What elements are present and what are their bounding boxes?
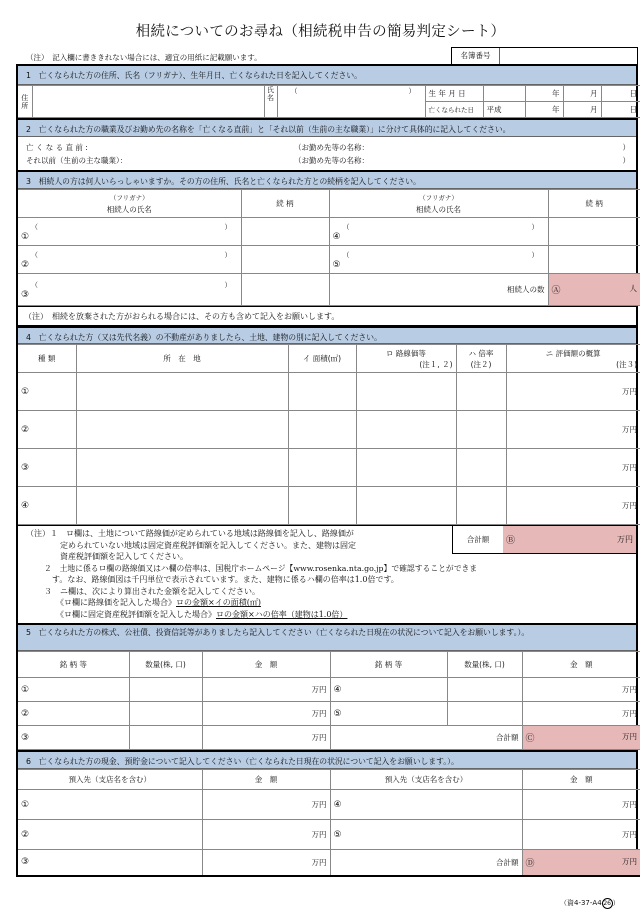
heir-name-1[interactable]: （ ） ① [18,218,241,246]
address-field[interactable] [32,86,264,118]
deposit-row[interactable]: ① 万円 ④ 万円 [18,790,640,820]
top-note: （注） 記入欄に書ききれない場合には、適宜の用紙に記載願います。 [26,53,262,62]
section5-header: 5 亡くなられた方の株式、公社債、投資信託等がありましたら記入してください（亡くなられた日現在の状況について記入をお願いします。）。 [18,623,636,651]
section3-note: （注） 相続を放棄された方がおられる場合には、その方も含めて記入をお願いします。 [18,306,636,325]
name-label: 氏名 [264,86,277,118]
property-row[interactable]: ④ 万円 [18,487,640,525]
stock-row[interactable]: ② 万円 ⑤ 万円 [18,702,640,726]
section6-header: 6 亡くなられた方の現金、預貯金について記入してください（亡くなられた日現在の状況について記入をお願いします。）。 [18,750,636,769]
section3-table: （フリガナ） 相続人の氏名 続 柄 （フリガナ） 相続人の氏名 続 柄 （ ） ① （ ） ④ （ ） ② （ ） ⑤ （ ） ③ 相続人の数 Ⓐ 人 [18,189,640,306]
property-total: 合計額 Ⓑ 万円 [452,526,636,554]
stock-total-field[interactable]: Ⓒ 万円 [522,726,640,750]
death-year[interactable]: 年 [525,102,563,118]
address-label: 住所 [18,86,32,118]
section4-notes: 合計額 Ⓑ 万円 （注）１ ロ欄は、土地について路線価が定められている地域は路線価を記入し、路線価が 定められていない地域は固定資産税評価額を記入してください。また、建物は固定 資産税評価額を記入してください。 ２ 土地に係るロ欄の路線価又はハ欄の倍率は、国税庁ホームページ【www.rosenka.nta.go.jp】で確認することができま す。なお、路線価図は千円単位で表示されています。また、建物に係るハ欄の倍率は1.0倍です。 ３ ニ欄は、次により算出された金額を記入してください。 《ロ欄に路線価を記入した場合》ロの金額×イの面積(㎡) 《ロ欄に固定資産税評価額を記入した場合》ロの金額×ハの倍率（建物は1.0倍） [18,525,636,623]
heir-row [18,274,640,306]
death-era: 平成 [483,102,525,118]
death-month[interactable]: 月 [563,102,601,118]
col-area: イ 面積(㎡) [288,345,356,373]
heir-name-3[interactable]: （ ） ③ [18,274,241,306]
stock-row[interactable]: ③ 万円 合計額 Ⓒ 万円 [18,726,640,750]
section2-body [18,137,636,170]
heir-relation-3[interactable] [241,274,329,306]
section5-table: 銘 柄 等 数量(株, 口) 金 額 銘 柄 等 数量(株, 口) 金 額 ① 万円 ④ 万円 ② 万円 ⑤ 万円 ③ 万円 合計額 Ⓒ 万円 [18,651,640,750]
birth-era[interactable] [483,86,525,102]
death-label: 亡くなられた日 [425,102,483,118]
section6-table: 預入先（支店名を含む） 金 額 預入先（支店名を含む） 金 額 ① 万円 ④ 万円 ② 万円 ⑤ 万円 ③ 万円 合計額 Ⓓ 万円 [18,769,640,877]
col-relation: 続 柄 [241,190,329,218]
deposit-total-field[interactable]: Ⓓ 万円 [522,850,640,876]
deposit-row[interactable]: ② 万円 ⑤ 万円 [18,820,640,850]
section4-header: 4 亡くなられた方（又は先代名義）の不動産がありましたら、土地、建物の別に記入してください。 [18,325,636,344]
heir-relation-2[interactable] [241,246,329,274]
birth-month[interactable]: 月 [563,86,601,102]
heir-relation-5[interactable] [548,246,640,274]
heir-name-2[interactable]: （ ） ② [18,246,241,274]
property-row[interactable]: ① 万円 [18,373,640,411]
stock-total-label: 合計額 [330,726,522,750]
col-type: 種 類 [18,345,76,373]
section1-table [18,85,640,118]
form-code: （資4-37-A4 26 ） [560,899,620,907]
section4-table: 種 類 所 在 地 イ 面積(㎡) ロ 路線価等 (注１, ２) ハ 倍率 (注２) ニ 評価額の概算 (注３) ① 万円 ② 万円 ③ 万円 ④ 万円 [18,344,640,525]
occupation-row-1[interactable]: 亡 く な る 直 前 : （お勤め先等の名称： ） [26,143,630,152]
meibo-box [451,47,638,64]
heir-count-label: 相続人の数 [329,274,548,306]
heir-count-field[interactable]: Ⓐ 人 [548,274,640,306]
heir-relation-4[interactable] [548,218,640,246]
heir-relation-1[interactable] [241,218,329,246]
stock-row[interactable]: ① 万円 ④ 万円 [18,678,640,702]
birth-label: 生 年 月 日 [425,86,483,102]
property-total-field[interactable]: Ⓑ 万円 [503,526,636,553]
meibo-field[interactable] [500,48,637,64]
occupation-row-2[interactable]: それ以前（生前の主な職業）： （お勤め先等の名称： ） [26,156,630,165]
section3-header: 3 相続人の方は何人いらっしゃいますか。その方の住所、氏名と亡くなられた方との続柄を記入してください。 [18,170,636,189]
death-day[interactable]: 日 [601,102,640,118]
heir-row [18,246,640,274]
page-title: 相続についてのお尋ね（相続税申告の簡易判定シート） [135,24,506,40]
property-row[interactable]: ③ 万円 [18,449,640,487]
circled-number: 26 [603,900,611,907]
deposit-row[interactable]: ③ 万円 合計額 Ⓓ 万円 [18,850,640,876]
form [16,64,638,877]
meibo-label: 名簿番号 [452,48,500,64]
deposit-total-label: 合計額 [330,850,522,876]
birth-year[interactable]: 年 [525,86,563,102]
section2-header: 2 亡くなられた方の職業及びお勤め先の名称を「亡くなる直前」と「それ以前（生前の主な職業）」に分けて具体的に記入してください。 [18,118,636,137]
section1-header: 1 亡くなられた方の住所、氏名（フリガナ）、生年月日、亡くなられた日を記入してください。 [18,66,636,85]
col-relation-2: 続 柄 [548,190,640,218]
col-location: 所 在 地 [76,345,288,373]
birth-day[interactable]: 日 [601,86,640,102]
heir-row [18,218,640,246]
heir-name-5[interactable]: （ ） ⑤ [329,246,548,274]
name-field[interactable]: （ ） [277,86,425,118]
property-row[interactable]: ② 万円 [18,411,640,449]
heir-name-4[interactable]: （ ） ④ [329,218,548,246]
